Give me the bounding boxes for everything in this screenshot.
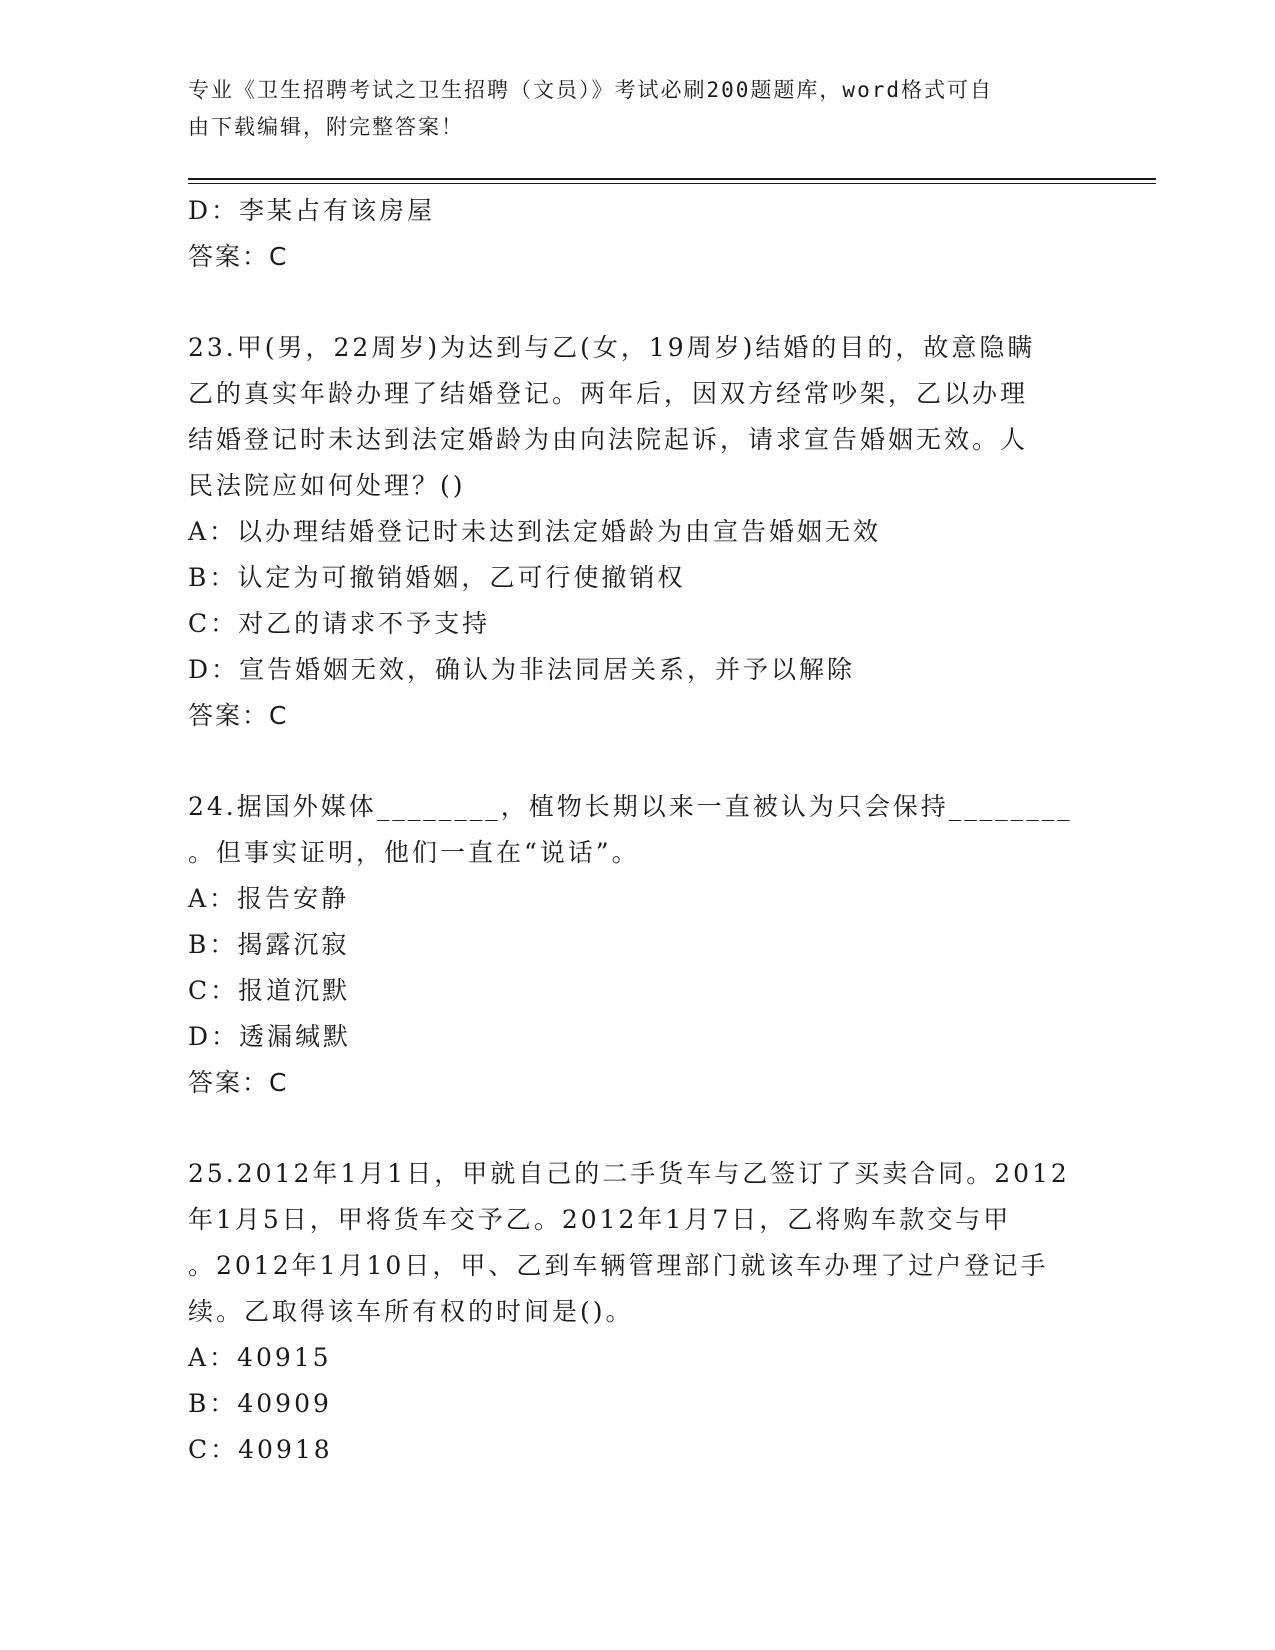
question-stem-line: 年1月5日，甲将货车交予乙。2012年1月7日，乙将购车款交与甲 <box>188 1205 1012 1234</box>
question-stem-line: 23.甲(男，22周岁)为达到与乙(女，19周岁)结婚的目的，故意隐瞒 <box>188 333 1036 362</box>
option-c: C：报道沉默 <box>188 976 351 1005</box>
header-line-2: 由下载编辑，附完整答案！ <box>188 115 464 139</box>
spacer <box>188 280 1088 325</box>
option-a: A：以办理结婚登记时未达到法定婚龄为由宣告婚姻无效 <box>188 517 882 546</box>
question-stem-line: 续。乙取得该车所有权的时间是()。 <box>188 1297 634 1326</box>
question-23 <box>188 325 1088 739</box>
question-24 <box>188 784 1088 1106</box>
option-b: B：认定为可撤销婚姻，乙可行使撤销权 <box>188 563 686 592</box>
option-b: B：40909 <box>188 1389 332 1418</box>
option-c: C：对乙的请求不予支持 <box>188 609 491 638</box>
spacer <box>188 1106 1088 1151</box>
option-d: D：透漏缄默 <box>188 1022 352 1051</box>
question-stem-line: 。但事实证明，他们一直在“说话”。 <box>188 838 640 867</box>
option-a: A：报告安静 <box>188 884 350 913</box>
question-stem-line: 。2012年1月10日，甲、乙到车辆管理部门就该车办理了过户登记手 <box>188 1251 1049 1280</box>
option-b: B：揭露沉寂 <box>188 930 350 959</box>
answer: 答案：C <box>188 701 289 730</box>
prev-answer: 答案：C <box>188 242 289 271</box>
question-list <box>188 188 1088 1473</box>
header-line-1: 专业《卫生招聘考试之卫生招聘（文员）》考试必刷200题题库，word格式可自 <box>188 78 993 102</box>
document-header <box>188 72 1068 146</box>
prev-option-d: D：李某占有该房屋 <box>188 196 436 225</box>
option-d: D：宣告婚姻无效，确认为非法同居关系，并予以解除 <box>188 655 856 684</box>
question-stem-line: 24.据国外媒体________，植物长期以来一直被认为只会保持________ <box>188 792 1073 821</box>
option-a: A：40915 <box>188 1343 332 1372</box>
header-rule-thick <box>188 178 1156 180</box>
question-stem-line: 民法院应如何处理？() <box>188 471 466 500</box>
question-stem-line: 乙的真实年龄办理了结婚登记。两年后，因双方经常吵架，乙以办理 <box>188 379 1029 408</box>
question-stem-line: 结婚登记时未达到法定婚龄为由向法院起诉，请求宣告婚姻无效。人 <box>188 425 1029 454</box>
header-rule-thin <box>188 183 1156 184</box>
answer: 答案：C <box>188 1068 289 1097</box>
question-25 <box>188 1151 1088 1473</box>
question-stem-line: 25.2012年1月1日，甲就自己的二手货车与乙签订了买卖合同。2012 <box>188 1159 1070 1188</box>
spacer <box>188 739 1088 784</box>
option-c: C：40918 <box>188 1435 333 1464</box>
